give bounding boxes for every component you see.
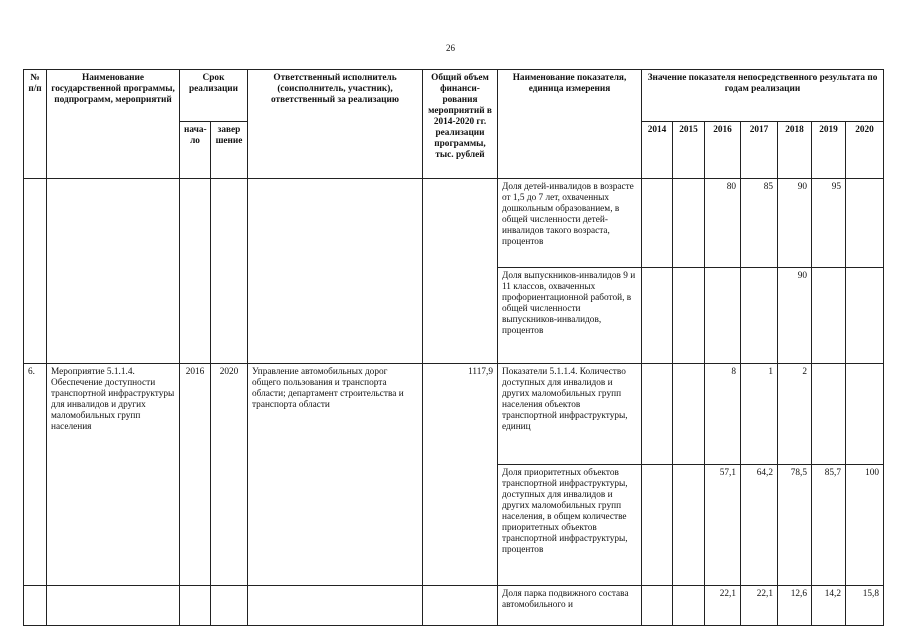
value-cell [846,268,884,364]
value-cell: 8 [705,364,741,465]
indicator-cell: Доля выпускников-инвалидов 9 и 11 классов, охваченных профориентационной работой, в общей численности выпускников-инвалидов, процентов [498,268,642,364]
value-cell: 2 [778,364,812,465]
page-number: 26 [446,43,455,53]
header-year-2020: 2020 [846,122,884,179]
header-responsible: Ответственный исполнитель (соисполнитель, участник), ответственный за реализацию [248,70,423,179]
row-start-cell: 2016 [180,364,211,586]
header-name: Наименование государственной программы, подпрограмм, мероприятий [47,70,180,179]
table-row [24,179,884,268]
value-cell [642,268,673,364]
row-end-cell [211,586,248,626]
row-name-cell: Мероприятие 5.1.1.4. Обеспечение доступности транспортной инфраструктуры для инвалидов и других маломобильных групп населения [47,364,180,586]
row-volume-cell: 1117,9 [423,364,498,586]
value-cell: 85 [741,179,778,268]
header-num: № п/п [24,70,47,179]
value-cell: 15,8 [846,586,884,626]
header-values: Значение показателя непосредственного результата по годам реализации [642,70,884,122]
value-cell: 95 [812,179,846,268]
value-cell [642,364,673,465]
header-year-2017: 2017 [741,122,778,179]
header-year-2016: 2016 [705,122,741,179]
header-indicator: Наименование показателя, единица измерения [498,70,642,179]
row-volume-cell [423,179,498,364]
header-term-start: нача-ло [180,122,211,179]
row-start-cell [180,586,211,626]
row-num-cell: 6. [24,364,47,586]
header-row-1 [24,70,884,122]
value-cell [642,586,673,626]
value-cell: 85,7 [812,465,846,586]
value-cell [846,179,884,268]
header-term: Срок реализации [180,70,248,122]
row-name-cell [47,179,180,364]
table-row [24,364,884,465]
table-row [24,586,884,626]
header-year-2014: 2014 [642,122,673,179]
row-end-cell [211,179,248,364]
value-cell: 12,6 [778,586,812,626]
value-cell [673,268,705,364]
value-cell [741,268,778,364]
value-cell [705,268,741,364]
row-volume-cell [423,586,498,626]
row-end-cell: 2020 [211,364,248,586]
header-year-2015: 2015 [673,122,705,179]
row-start-cell [180,179,211,364]
header-year-2019: 2019 [812,122,846,179]
value-cell: 1 [741,364,778,465]
row-responsible-cell: Управление автомобильных дорог общего пользования и транспорта области; департамент строительства и транспорта области [248,364,423,586]
value-cell: 90 [778,268,812,364]
row-name-cell [47,586,180,626]
indicator-cell: Доля парка подвижного состава автомобильного и [498,586,642,626]
value-cell [642,465,673,586]
value-cell [673,586,705,626]
program-table [23,69,884,626]
row-responsible-cell [248,586,423,626]
row-num-cell [24,179,47,364]
row-num-cell [24,586,47,626]
indicator-cell: Доля приоритетных объектов транспортной инфраструктуры, доступных для инвалидов и других маломобильных групп населения, в общем количестве приоритетных объектов транспортной инфраструктуры, процентов [498,465,642,586]
indicator-cell: Доля детей-инвалидов в возрасте от 1,5 до 7 лет, охваченных дошкольным образованием, в общей численности детей-инвалидов такого возраста, процентов [498,179,642,268]
value-cell: 14,2 [812,586,846,626]
value-cell: 64,2 [741,465,778,586]
header-year-2018: 2018 [778,122,812,179]
value-cell [673,465,705,586]
value-cell [812,364,846,465]
value-cell: 80 [705,179,741,268]
value-cell [846,364,884,465]
value-cell: 78,5 [778,465,812,586]
value-cell [673,179,705,268]
value-cell [673,364,705,465]
header-volume: Общий объем финанси-рования мероприятий в 2014-2020 гг. реализации программы, тыс. рублей [423,70,498,179]
value-cell [812,268,846,364]
indicator-cell: Показатели 5.1.1.4. Количество доступных для инвалидов и других маломобильных групп населения объектов транспортной инфраструктуры, единиц [498,364,642,465]
value-cell: 22,1 [705,586,741,626]
value-cell: 22,1 [741,586,778,626]
value-cell: 100 [846,465,884,586]
value-cell: 57,1 [705,465,741,586]
value-cell [642,179,673,268]
row-responsible-cell [248,179,423,364]
value-cell: 90 [778,179,812,268]
header-term-end: завер шение [211,122,248,179]
